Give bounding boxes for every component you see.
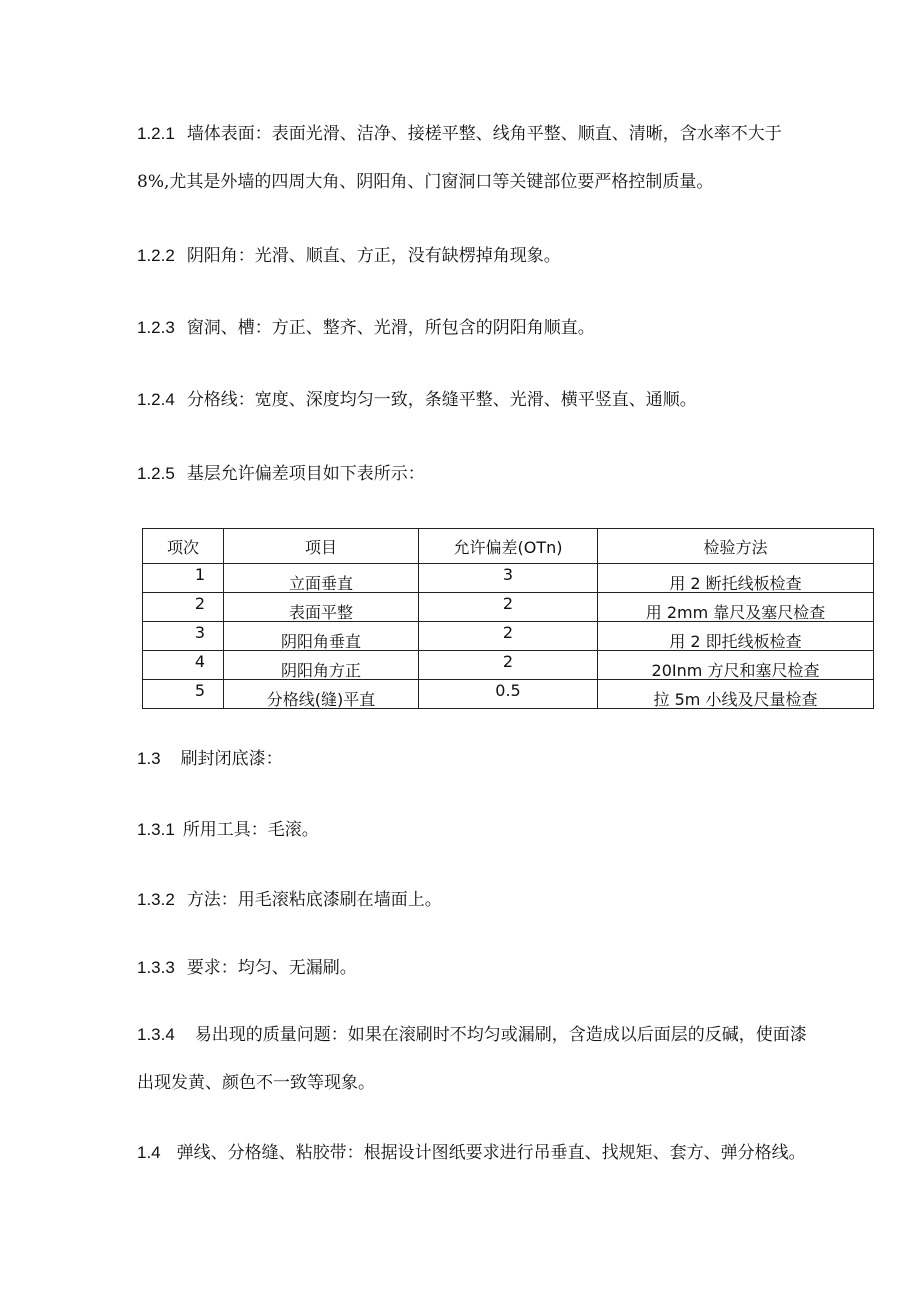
paragraph-1-3-1: [137, 820, 319, 840]
section-number: 1.3.1: [137, 820, 175, 839]
paragraph-1-3-3: [137, 958, 357, 978]
paragraph-text: 弹线、分格缝、粘胶带：根据设计图纸要求进行吊垂直、找规矩、套方、弹分格线。: [176, 1143, 806, 1163]
table-cell: 用 2 断托线板检查: [598, 564, 874, 593]
table-cell: 20Inm 方尺和塞尺检查: [598, 651, 874, 680]
paragraph-1-3-4-continued: [137, 1073, 375, 1093]
tolerance-table: [142, 528, 874, 709]
section-number: 1.2.5: [137, 464, 175, 483]
table-cell: 3: [419, 564, 598, 593]
paragraph-text: 墙体表面：表面光滑、洁净、接槎平整、线角平整、顺直、清晰，含水率不大于: [186, 124, 782, 144]
section-number: 1.2.2: [137, 246, 175, 265]
table-cell: 2: [419, 593, 598, 622]
table-cell: 2: [419, 651, 598, 680]
paragraph-1-2-4: [137, 390, 697, 410]
paragraph-1-3: [137, 749, 283, 769]
section-number: 1.3: [137, 749, 161, 768]
paragraph-text: 易出现的质量问题：如果在滚刷时不均匀或漏刷，含造成以后面层的反碱，使面漆: [194, 1025, 807, 1045]
percentage-value: 8%,: [137, 172, 170, 192]
paragraph-1-3-4: [137, 1025, 807, 1045]
paragraph-text: 要求：均匀、无漏刷。: [186, 958, 357, 978]
header-cell: 项目: [224, 529, 419, 564]
table-cell: 5: [143, 680, 224, 709]
table-cell: 4: [143, 651, 224, 680]
paragraph-1-2-5: [137, 464, 425, 484]
table-cell: 分格线(缝)平直: [224, 680, 419, 709]
table-cell: 用 2mm 靠尺及塞尺检查: [598, 593, 874, 622]
table-cell: 0.5: [419, 680, 598, 709]
paragraph-text: 尤其是外墙的四周大角、阴阳角、门窗洞口等关键部位要严格控制质量。: [169, 172, 714, 192]
table-row: [143, 651, 874, 680]
paragraph-text: 分格线：宽度、深度均匀一致，条缝平整、光滑、横平竖直、通顺。: [186, 390, 697, 410]
header-cell: 检验方法: [598, 529, 874, 564]
table-header-row: [143, 529, 874, 564]
paragraph-1-2-1: [137, 124, 782, 144]
section-number: 1.3.4: [137, 1025, 175, 1044]
paragraph-1-3-2: [137, 890, 442, 910]
paragraph-1-2-1-continued: [137, 172, 713, 192]
header-cell: 项次: [143, 529, 224, 564]
table-cell: 2: [419, 622, 598, 651]
header-cell: 允许偏差(OTn): [419, 529, 598, 564]
paragraph-1-2-2: [137, 246, 561, 266]
table-cell: 2: [143, 593, 224, 622]
section-number: 1.3.3: [137, 958, 175, 977]
table-cell: 3: [143, 622, 224, 651]
paragraph-text: 阴阳角：光滑、顺直、方正，没有缺楞掉角现象。: [186, 246, 561, 266]
table-row: [143, 680, 874, 709]
paragraph-text: 所用工具：毛滚。: [182, 820, 319, 840]
table-cell: 用 2 即托线板检查: [598, 622, 874, 651]
table-row: [143, 564, 874, 593]
section-number: 1.2.3: [137, 318, 175, 337]
paragraph-text: 出现发黄、颜色不一致等现象。: [137, 1073, 375, 1093]
paragraph-text: 刷封闭底漆：: [180, 749, 283, 769]
section-number: 1.2.4: [137, 390, 175, 409]
table-cell: 立面垂直: [224, 564, 419, 593]
paragraph-1-2-3: [137, 318, 595, 338]
section-number: 1.2.1: [137, 124, 175, 143]
paragraph-text: 基层允许偏差项目如下表所示：: [186, 464, 425, 484]
paragraph-text: 窗洞、槽：方正、整齐、光滑，所包含的阴阳角顺直。: [186, 318, 595, 338]
table-row: [143, 622, 874, 651]
paragraph-text: 方法：用毛滚粘底漆刷在墙面上。: [186, 890, 442, 910]
table-cell: 表面平整: [224, 593, 419, 622]
section-number: 1.4: [137, 1143, 161, 1162]
table-cell: 阴阳角方正: [224, 651, 419, 680]
paragraph-1-4: [137, 1143, 806, 1163]
table-row: [143, 593, 874, 622]
section-number: 1.3.2: [137, 890, 175, 909]
table-cell: 阴阳角垂直: [224, 622, 419, 651]
table-cell: 1: [143, 564, 224, 593]
table-cell: 拉 5m 小线及尺量检查: [598, 680, 874, 709]
